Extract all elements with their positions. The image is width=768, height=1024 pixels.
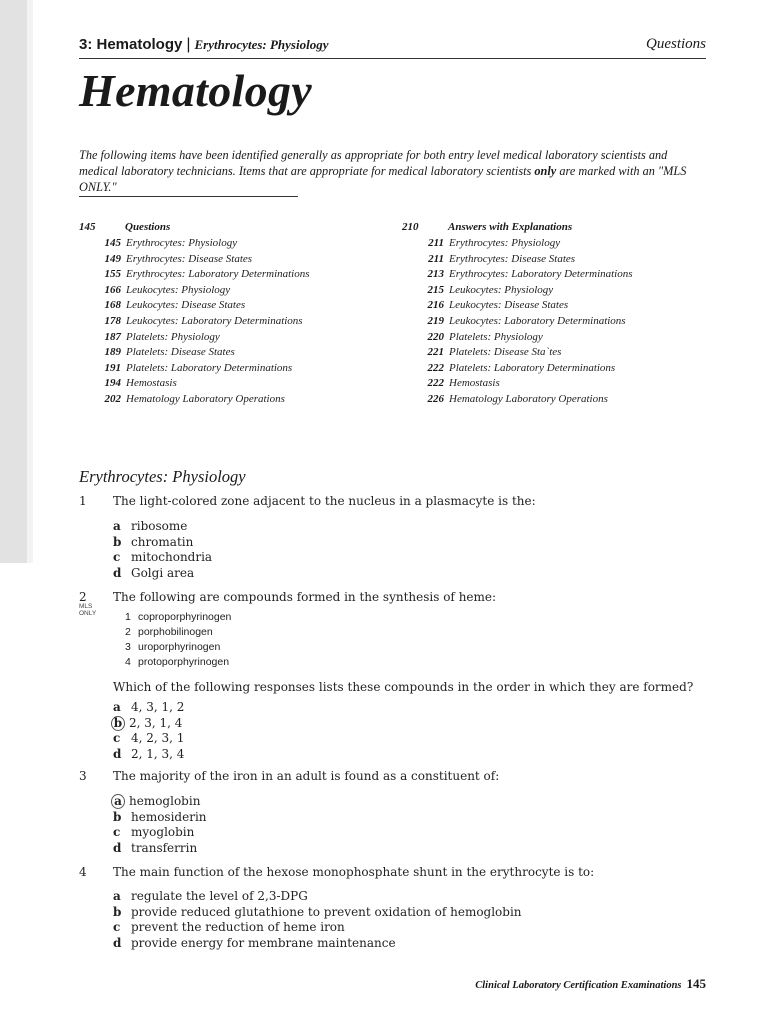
toc-row-label: Platelets: Laboratory Determinations bbox=[126, 361, 293, 374]
toc-row-label: Leukocytes: Physiology bbox=[126, 283, 231, 296]
header-subsection: Erythrocytes: Physiology bbox=[194, 37, 329, 52]
toc-row-page: 226 bbox=[427, 392, 444, 405]
compound-item bbox=[125, 611, 231, 623]
toc-row-label: Platelets: Physiology bbox=[449, 330, 543, 343]
question-stem: The light-colored zone adjacent to the nucleus in a plasmacyte is the: bbox=[113, 494, 536, 508]
scan-edge-shadow bbox=[0, 0, 27, 563]
toc-row-label: Erythrocytes: Laboratory Determinations bbox=[126, 268, 310, 281]
answer-option bbox=[113, 936, 396, 950]
toc-row-label: Leukocytes: Laboratory Determinations bbox=[126, 314, 303, 327]
header-separator: | bbox=[186, 36, 191, 53]
toc-row-label: Hematology Laboratory Operations bbox=[126, 392, 285, 405]
toc-row-page: 155 bbox=[104, 268, 121, 281]
intro-emphasis: only bbox=[534, 164, 557, 178]
toc-row bbox=[79, 267, 379, 283]
toc-row-label: Erythrocytes: Laboratory Determinations bbox=[449, 268, 633, 281]
question-number: 2 bbox=[79, 590, 87, 604]
toc-answers-page: 210 bbox=[402, 221, 419, 233]
toc-row-page: 215 bbox=[427, 283, 444, 296]
toc-row-page: 222 bbox=[427, 361, 444, 374]
toc-row bbox=[402, 298, 712, 314]
toc-row bbox=[79, 392, 379, 408]
toc-row bbox=[402, 236, 712, 252]
toc-row bbox=[402, 283, 712, 299]
option-text: 2, 3, 1, 4 bbox=[129, 715, 183, 730]
answer-option bbox=[113, 794, 200, 809]
toc-row bbox=[79, 330, 379, 346]
option-letter: b bbox=[113, 904, 122, 919]
toc-row bbox=[79, 376, 379, 392]
toc-row bbox=[79, 283, 379, 299]
toc-row-label: Platelets: Laboratory Determinations bbox=[449, 361, 616, 374]
toc-row-label: Leukocytes: Laboratory Determinations bbox=[449, 314, 626, 327]
toc-row bbox=[402, 314, 712, 330]
toc-row-page: 211 bbox=[428, 237, 444, 249]
option-letter: c bbox=[113, 550, 121, 564]
option-letter: c bbox=[113, 825, 121, 839]
answer-option bbox=[113, 810, 207, 824]
option-letter: b bbox=[113, 809, 122, 824]
option-text: myoglobin bbox=[131, 825, 195, 839]
toc-row bbox=[402, 361, 712, 377]
option-letter-circled: b bbox=[111, 716, 125, 731]
running-header bbox=[79, 36, 706, 58]
question-number: 3 bbox=[79, 769, 87, 783]
question-stem: The main function of the hexose monophosphate shunt in the erythrocyte is to: bbox=[113, 865, 595, 879]
toc-answers bbox=[402, 221, 712, 408]
toc-row bbox=[79, 361, 379, 377]
option-letter: c bbox=[113, 731, 121, 745]
toc-row-page: 221 bbox=[427, 346, 444, 359]
toc-row bbox=[402, 376, 712, 392]
page-footer bbox=[475, 976, 706, 992]
toc-row-page: 220 bbox=[427, 330, 444, 343]
toc-row-label: Leukocytes: Physiology bbox=[449, 283, 554, 296]
header-section: 3: Hematology bbox=[79, 36, 183, 53]
toc-row bbox=[402, 267, 712, 283]
toc-row-page: 178 bbox=[104, 314, 121, 327]
question-stem: The majority of the iron in an adult is found as a constituent of: bbox=[113, 769, 500, 783]
compound-number: 2 bbox=[125, 626, 131, 638]
option-text: 2, 1, 3, 4 bbox=[131, 746, 185, 761]
compound-text: porphobilinogen bbox=[138, 626, 213, 638]
answer-option bbox=[113, 920, 345, 934]
answer-option bbox=[113, 889, 308, 903]
toc-row-label: Platelets: Disease Sta`tes bbox=[449, 346, 562, 359]
option-letter: d bbox=[113, 746, 122, 761]
option-letter: a bbox=[113, 700, 121, 714]
option-text: Golgi area bbox=[131, 565, 195, 580]
toc-row bbox=[402, 252, 712, 268]
question-number: 1 bbox=[79, 494, 87, 508]
toc-row bbox=[79, 236, 379, 252]
intro-underline bbox=[79, 196, 298, 197]
option-letter: d bbox=[113, 840, 122, 855]
toc-row bbox=[402, 345, 712, 361]
answer-option bbox=[113, 825, 194, 839]
toc-row-page: 149 bbox=[104, 252, 121, 265]
toc-row-page: 187 bbox=[104, 330, 121, 343]
toc-row-page: 213 bbox=[427, 268, 444, 281]
answer-option bbox=[113, 535, 193, 549]
answer-option bbox=[113, 566, 194, 580]
answer-option bbox=[113, 550, 212, 564]
toc-row-page: 219 bbox=[427, 314, 444, 327]
toc-row bbox=[79, 314, 379, 330]
option-text: hemosiderin bbox=[131, 809, 207, 824]
toc-questions-title: Questions bbox=[125, 221, 171, 233]
option-letter: a bbox=[113, 519, 121, 533]
toc-row-label: Platelets: Physiology bbox=[126, 330, 220, 343]
compound-number: 1 bbox=[125, 611, 131, 623]
compound-text: coproporphyrinogen bbox=[138, 611, 232, 623]
page-title: Hematology bbox=[79, 65, 312, 116]
compound-item bbox=[125, 656, 229, 668]
option-text: ribosome bbox=[131, 519, 188, 533]
answer-option bbox=[113, 700, 184, 714]
intro-text: The following items have been identified generally as appropriate for both entry level medical laboratory scientists and medical laboratory technicians. Items that are appropriate for medical laboratory scientists bbox=[79, 148, 668, 178]
toc-row bbox=[402, 392, 712, 408]
compound-number: 4 bbox=[125, 656, 131, 668]
toc-row-label: Erythrocytes: Disease States bbox=[449, 252, 576, 265]
toc-questions-heading bbox=[79, 221, 379, 236]
mls-only-badge: MLS ONLY bbox=[79, 603, 97, 617]
toc-row-label: Hematology Laboratory Operations bbox=[449, 392, 608, 405]
toc-row-page: 222 bbox=[427, 377, 444, 390]
intro-tail: are marked with an "MLS ONLY." bbox=[79, 164, 687, 194]
option-text: 4, 3, 1, 2 bbox=[131, 700, 185, 714]
compound-item bbox=[125, 641, 220, 653]
question-followup: Which of the following responses lists these compounds in the order in which they are formed? bbox=[113, 680, 694, 694]
question-stem: The following are compounds formed in the synthesis of heme: bbox=[113, 590, 497, 604]
toc-row bbox=[79, 252, 379, 268]
toc-row bbox=[79, 298, 379, 314]
toc-row-label: Leukocytes: Disease States bbox=[126, 299, 246, 312]
option-letter: d bbox=[113, 935, 122, 950]
compound-text: protoporphyrinogen bbox=[138, 656, 230, 668]
toc-row-page: 194 bbox=[104, 377, 121, 390]
toc-row-page: 168 bbox=[104, 299, 121, 312]
option-text: transferrin bbox=[131, 840, 198, 855]
answer-option bbox=[113, 841, 197, 855]
toc-questions bbox=[79, 221, 379, 408]
option-text: 4, 2, 3, 1 bbox=[131, 731, 185, 745]
toc-row-label: Leukocytes: Disease States bbox=[449, 299, 569, 312]
header-right-label: Questions bbox=[646, 36, 706, 52]
compound-item bbox=[125, 626, 213, 638]
toc-row bbox=[402, 330, 712, 346]
toc-row-page: 189 bbox=[104, 346, 121, 359]
toc-row-page: 216 bbox=[427, 299, 444, 312]
footer-page-number: 145 bbox=[686, 976, 706, 991]
option-letter: b bbox=[113, 534, 122, 549]
toc-row-label: Erythrocytes: Disease States bbox=[126, 252, 253, 265]
intro-paragraph bbox=[79, 147, 709, 195]
toc-row-label: Hemostasis bbox=[449, 377, 500, 390]
toc-row-label: Erythrocytes: Physiology bbox=[449, 237, 561, 249]
option-letter: a bbox=[113, 889, 121, 903]
option-text: prevent the reduction of heme iron bbox=[131, 920, 345, 934]
answer-option bbox=[113, 519, 187, 533]
toc-row-label: Platelets: Disease States bbox=[126, 346, 235, 359]
toc-row-label: Hemostasis bbox=[126, 377, 177, 390]
option-letter-circled: a bbox=[111, 794, 125, 809]
header-rule bbox=[79, 58, 706, 59]
question-number: 4 bbox=[79, 865, 87, 879]
toc-row-page: 191 bbox=[104, 361, 121, 374]
toc-answers-heading bbox=[402, 221, 712, 236]
option-letter: c bbox=[113, 920, 121, 934]
answer-option bbox=[113, 747, 184, 761]
section-heading: Erythrocytes: Physiology bbox=[79, 467, 246, 486]
toc-row-label: Erythrocytes: Physiology bbox=[126, 237, 238, 249]
option-text: chromatin bbox=[131, 534, 194, 549]
option-letter: d bbox=[113, 565, 122, 580]
toc-row bbox=[79, 345, 379, 361]
answer-option bbox=[113, 716, 182, 731]
answer-option bbox=[113, 905, 522, 919]
toc-row-page: 166 bbox=[104, 283, 121, 296]
toc-questions-page: 145 bbox=[79, 221, 96, 233]
scan-edge-highlight bbox=[27, 0, 33, 563]
compound-number: 3 bbox=[125, 641, 131, 653]
option-text: provide energy for membrane maintenance bbox=[131, 935, 396, 950]
compound-text: uroporphyrinogen bbox=[138, 641, 221, 653]
answer-option bbox=[113, 731, 184, 745]
toc-row-page: 145 bbox=[104, 237, 121, 249]
footer-book-title: Clinical Laboratory Certification Examinations bbox=[475, 980, 682, 991]
option-text: regulate the level of 2,3-DPG bbox=[131, 889, 308, 903]
toc-answers-title: Answers with Explanations bbox=[448, 221, 573, 233]
toc-row-page: 211 bbox=[428, 252, 444, 265]
option-text: mitochondria bbox=[131, 550, 213, 564]
option-text: hemoglobin bbox=[129, 794, 201, 808]
option-text: provide reduced glutathione to prevent oxidation of hemoglobin bbox=[131, 904, 522, 919]
toc-row-page: 202 bbox=[104, 392, 121, 405]
